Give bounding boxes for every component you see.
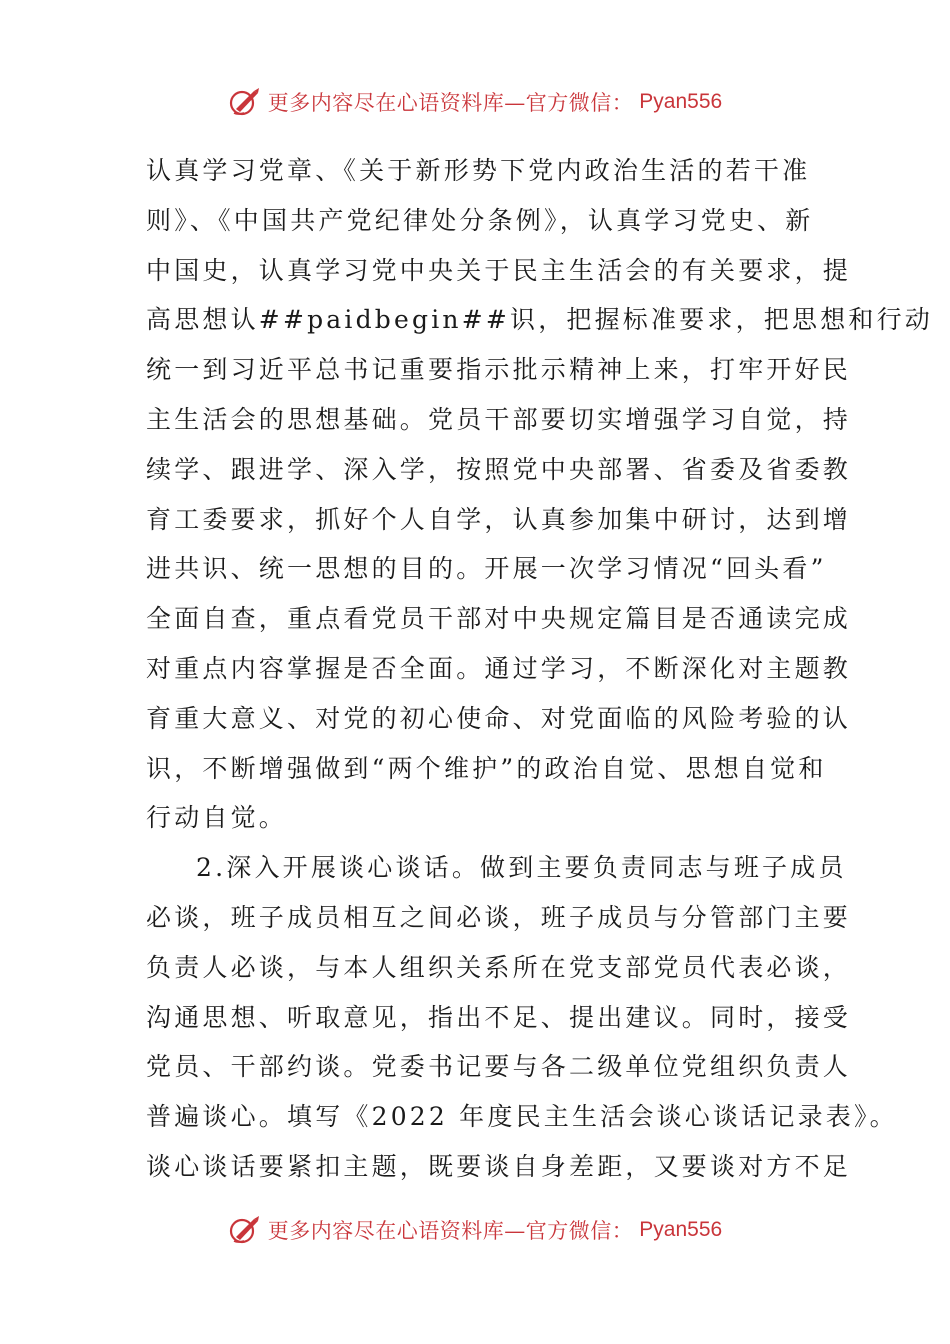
text-line: 续学、跟进学、深入学，按照党中央部署、省委及省委教 <box>146 454 852 484</box>
header-watermark-banner <box>0 82 950 122</box>
text-line: 行动自觉。 <box>146 803 288 833</box>
footer-watermark-banner <box>0 1210 950 1250</box>
banner-text: 更多内容尽在心语资料库—官方微信： <box>267 91 634 115</box>
text-line: 认真学习党章、《关于新形势下党内政治生活的若干准 <box>146 156 811 185</box>
paragraph-2-start: 2.深入开展谈心谈话。做到主要负责同志与班子成员 <box>196 853 847 883</box>
text-line: 识，不断增强做到“两个维护”的政治自觉、思想自觉和 <box>146 753 827 783</box>
text-line: 统一到习近平总书记重要指示批示精神上来，打牢开好民 <box>146 355 852 385</box>
text-line: 全面自查，重点看党员干部对中央规定篇目是否通读完成 <box>146 604 852 634</box>
text-line: 育工委要求，抓好个人自学，认真参加集中研讨，达到增 <box>146 504 852 534</box>
text-line: 进共识、统一思想的目的。开展一次学习情况“回头看” <box>146 554 827 584</box>
text-line: 普遍谈心。填写《2022 年度民主生活会谈心谈话记录表》。 <box>146 1102 898 1132</box>
wechat-id: Pyan556 <box>639 90 723 113</box>
text-line: 必谈，班子成员相互之间必谈，班子成员与分管部门主要 <box>146 902 852 932</box>
text-line: 则》、《中国共产党纪律处分条例》，认真学习党史、新 <box>146 205 814 235</box>
quill-pen-seal-icon <box>228 1213 262 1247</box>
text-line: 谈心谈话要紧扣主题，既要谈自身差距，又要谈对方不足 <box>146 1151 852 1181</box>
wechat-id: Pyan556 <box>639 1218 723 1241</box>
document-body <box>146 146 933 1192</box>
quill-pen-seal-icon <box>228 85 262 119</box>
text-line: 高思想认##paidbegin##识，把握标准要求，把思想和行动 <box>146 305 933 335</box>
text-line: 主生活会的思想基础。党员干部要切实增强学习自觉，持 <box>146 404 852 434</box>
text-line: 中国史，认真学习党中央关于民主生活会的有关要求，提 <box>146 255 852 285</box>
text-line: 负责人必谈，与本人组织关系所在党支部党员代表必谈， <box>146 952 852 982</box>
text-line: 对重点内容掌握是否全面。通过学习，不断深化对主题教 <box>146 653 852 683</box>
text-line: 育重大意义、对党的初心使命、对党面临的风险考验的认 <box>146 703 852 733</box>
banner-text: 更多内容尽在心语资料库—官方微信： <box>267 1219 634 1243</box>
text-line: 党员、干部约谈。党委书记要与各二级单位党组织负责人 <box>146 1052 852 1082</box>
text-line: 沟通思想、听取意见，指出不足、提出建议。同时，接受 <box>146 1002 852 1032</box>
